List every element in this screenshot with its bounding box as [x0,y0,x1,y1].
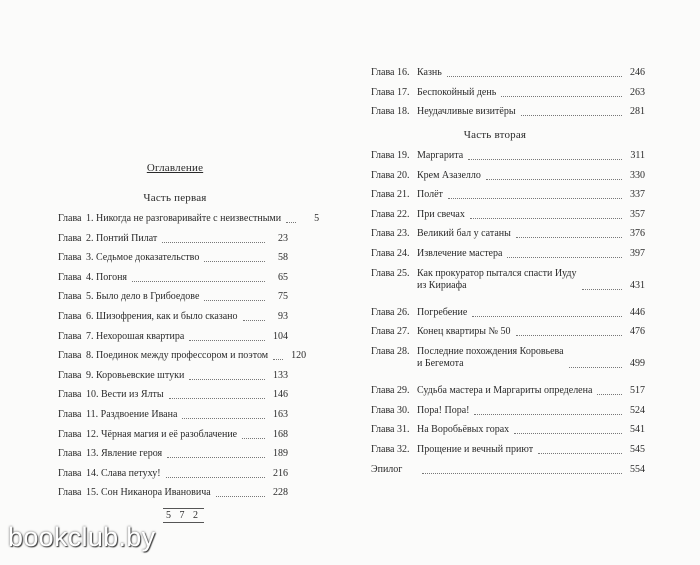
toc-title: 13. Явление героя [86,448,163,460]
toc-entry [371,248,645,260]
toc-title: Полёт [417,189,443,201]
toc-chapter-label: Глава [58,291,82,303]
toc-page-number: 189 [273,448,288,460]
leader-dots [189,371,265,380]
toc-page-number: 168 [273,428,288,440]
toc-title: Неудачливые визитёры [417,106,516,117]
toc-chapter-label: Глава 17. [371,86,410,98]
toc-title-continued: из Кириафа [417,279,467,291]
toc-entry [58,213,320,225]
toc-title: На Воробьёвых горах [417,424,510,436]
leader-dots [448,190,622,199]
toc-page-number: 476 [630,326,645,338]
leader-dots [243,312,265,321]
toc-title: 9. Коровьевские штуки [86,369,185,381]
leader-dots [169,390,265,399]
toc-page-number: 281 [630,106,645,117]
toc-entry [58,311,288,323]
toc-page-number: 216 [273,467,288,479]
toc-chapter-label: Глава [58,252,82,264]
toc-entry [58,233,288,245]
toc-entry [58,252,288,264]
toc-title: 6. Шизофрения, как и было сказано [86,311,238,322]
leader-dots [486,171,622,180]
toc-title: Казнь [417,67,442,78]
toc-page-number: 446 [630,306,645,318]
toc-chapter-label: Глава 28. [371,346,410,357]
toc-title: 7. Нехорошая квартира [86,330,185,342]
toc-entry [371,228,645,240]
toc-entry [371,346,645,372]
toc-page-number: 524 [630,404,645,416]
toc-chapter-label: Эпилог [371,463,403,475]
toc-chapter-label: Глава 20. [371,169,410,181]
toc-title: Конец квартиры № 50 [417,326,511,338]
toc-chapter-label: Глава 19. [371,150,410,161]
toc-chapter-label: Глава [58,448,82,460]
toc-chapter-label: Глава 29. [371,385,410,397]
leader-dots [507,249,622,258]
leader-dots [204,253,265,262]
toc-entry [58,370,288,382]
toc-title: 2. Понтий Пилат [86,232,158,244]
toc-title: 10. Вести из Ялты [86,389,164,401]
toc-title: 3. Седьмое доказательство [86,252,200,264]
toc-title: 12. Чёрная магия и её разоблачение [86,428,238,440]
leader-dots [569,359,622,368]
toc-title: Крем Азазелло [417,169,481,181]
toc-page-number: 163 [273,409,288,420]
toc-title: Погребение [417,306,468,318]
leader-dots [166,469,265,478]
toc-entry [371,424,645,436]
toc-chapter-label: Глава 27. [371,326,410,338]
toc-entry [58,331,288,343]
toc-chapter-label: Глава [58,213,82,224]
toc-page-number: 23 [278,232,288,244]
toc-page-number: 554 [630,463,645,475]
toc-chapter-label: Глава 23. [371,228,410,240]
toc-entry [58,389,288,401]
toc-page-number: 337 [630,189,645,201]
toc-chapter-label: Глава 32. [371,444,410,455]
toc-page-number: 104 [273,330,288,342]
toc-chapter-label: Глава [58,428,82,440]
leader-dots [167,449,265,458]
toc-title: 8. Поединок между профессором и поэтом [86,350,269,362]
toc-entry [371,307,645,319]
leader-dots [132,273,265,282]
right-page [350,0,700,565]
site-watermark: bookclub.by [8,522,156,552]
toc-title: 11. Раздвоение Ивана [86,409,178,420]
part-two-title: Часть вторая [463,129,527,141]
toc-entry [371,444,645,456]
toc-page-number: 93 [278,311,288,322]
toc-entry [58,291,288,303]
toc-title: Пора! Пора! [417,404,470,416]
toc-page-number: 146 [273,389,288,401]
toc-page-number: 120 [291,350,307,362]
toc-page-number: 376 [630,228,645,240]
toc-chapter-label: Глава 16. [371,67,410,78]
toc-chapter-label: Глава 25. [371,267,410,279]
toc-title: 5. Было дело в Грибоедове [86,291,200,303]
toc-entry [371,67,645,79]
part-one-title: Часть первая [143,192,207,204]
toc-entry [371,189,645,201]
leader-dots [521,107,622,116]
toc-title: Маргарита [417,150,464,161]
toc-entry [371,268,645,294]
toc-chapter-label: Глава 30. [371,404,410,416]
toc-entry [58,448,288,460]
toc-chapter-label: Глава [58,487,82,499]
toc-heading: Оглавление [146,162,204,174]
toc-chapter-label: Глава [58,311,82,322]
toc-page-number: 431 [630,279,645,291]
toc-entry [58,487,288,499]
page-number: 5 7 2 [163,508,204,523]
toc-title: Беспокойный день [417,86,497,98]
toc-chapter-label: Глава 26. [371,306,410,318]
toc-page-number: 58 [278,252,288,264]
toc-page-number: 545 [630,444,645,455]
leader-dots [514,425,622,434]
toc-title: 1. Никогда не разговаривайте с неизвестными [86,213,282,224]
toc-chapter-label: Глава 18. [371,106,410,117]
leader-dots [216,488,265,497]
toc-entry [371,464,645,476]
leader-dots [597,386,622,395]
toc-title: 14. Слава петуху! [86,467,161,479]
leader-dots [470,210,622,219]
toc-page-number: 133 [273,369,288,381]
leader-dots [472,308,622,317]
toc-page-number: 517 [630,385,645,397]
toc-entry [58,468,288,480]
leader-dots [516,229,622,238]
toc-title: Извлечение мастера [417,248,503,259]
toc-page-number: 263 [630,86,645,98]
toc-title: 15. Сон Никанора Ивановича [86,487,211,499]
toc-chapter-label: Глава 31. [371,424,410,436]
toc-page-number: 5 [314,213,320,224]
toc-title: Как прокуратор пытался спасти Иуду [417,267,577,279]
leader-dots [286,214,296,223]
toc-page-number: 246 [630,67,645,78]
leader-dots [582,281,622,290]
leader-dots [162,234,265,243]
toc-title: Судьба мастера и Маргариты определена [417,385,593,397]
leader-dots [538,445,622,454]
toc-page-number: 330 [630,169,645,181]
leader-dots [474,406,622,415]
toc-entry [371,106,645,118]
toc-page-number: 228 [273,487,288,499]
toc-chapter-label: Глава [58,389,82,401]
toc-entry [371,170,645,182]
leader-dots [189,332,265,341]
toc-chapter-label: Глава 24. [371,248,410,259]
toc-title: 4. Погоня [86,271,128,283]
toc-entry [58,350,307,362]
leader-dots [422,465,622,474]
toc-chapter-label: Глава [58,350,82,362]
toc-entry [371,405,645,417]
toc-page-number: 311 [630,150,645,161]
leader-dots [204,292,265,301]
toc-title-continued: и Бегемота [417,358,464,369]
toc-entry [58,272,288,284]
toc-title: При свечах [417,208,465,220]
toc-chapter-label: Глава [58,467,82,479]
toc-chapter-label: Глава [58,232,82,244]
leader-dots [182,410,265,419]
toc-entry [58,429,288,441]
leader-dots [516,327,622,336]
leader-dots [501,88,622,97]
toc-page-number: 357 [630,208,645,220]
toc-page-number: 65 [278,271,288,283]
toc-entry [371,87,645,99]
toc-entry [371,209,645,221]
toc-page-number: 541 [630,424,645,436]
toc-page-number: 75 [278,291,288,303]
toc-title: Прощение и вечный приют [417,444,534,455]
toc-chapter-label: Глава [58,409,82,420]
toc-entry [58,409,288,421]
toc-chapter-label: Глава 22. [371,208,410,220]
leader-dots [242,430,265,439]
toc-entry [371,385,645,397]
toc-entry [371,150,645,162]
leader-dots [447,68,622,77]
toc-title: Великий бал у сатаны [417,228,511,240]
toc-page-number: 499 [630,358,645,369]
toc-title: Последние похождения Коровьева [417,346,564,357]
toc-page-number: 397 [630,248,645,259]
toc-chapter-label: Глава [58,330,82,342]
toc-chapter-label: Глава [58,271,82,283]
toc-chapter-label: Глава 21. [371,189,410,201]
leader-dots [273,351,283,360]
toc-chapter-label: Глава [58,369,82,381]
leader-dots [468,151,622,160]
toc-entry [371,326,645,338]
